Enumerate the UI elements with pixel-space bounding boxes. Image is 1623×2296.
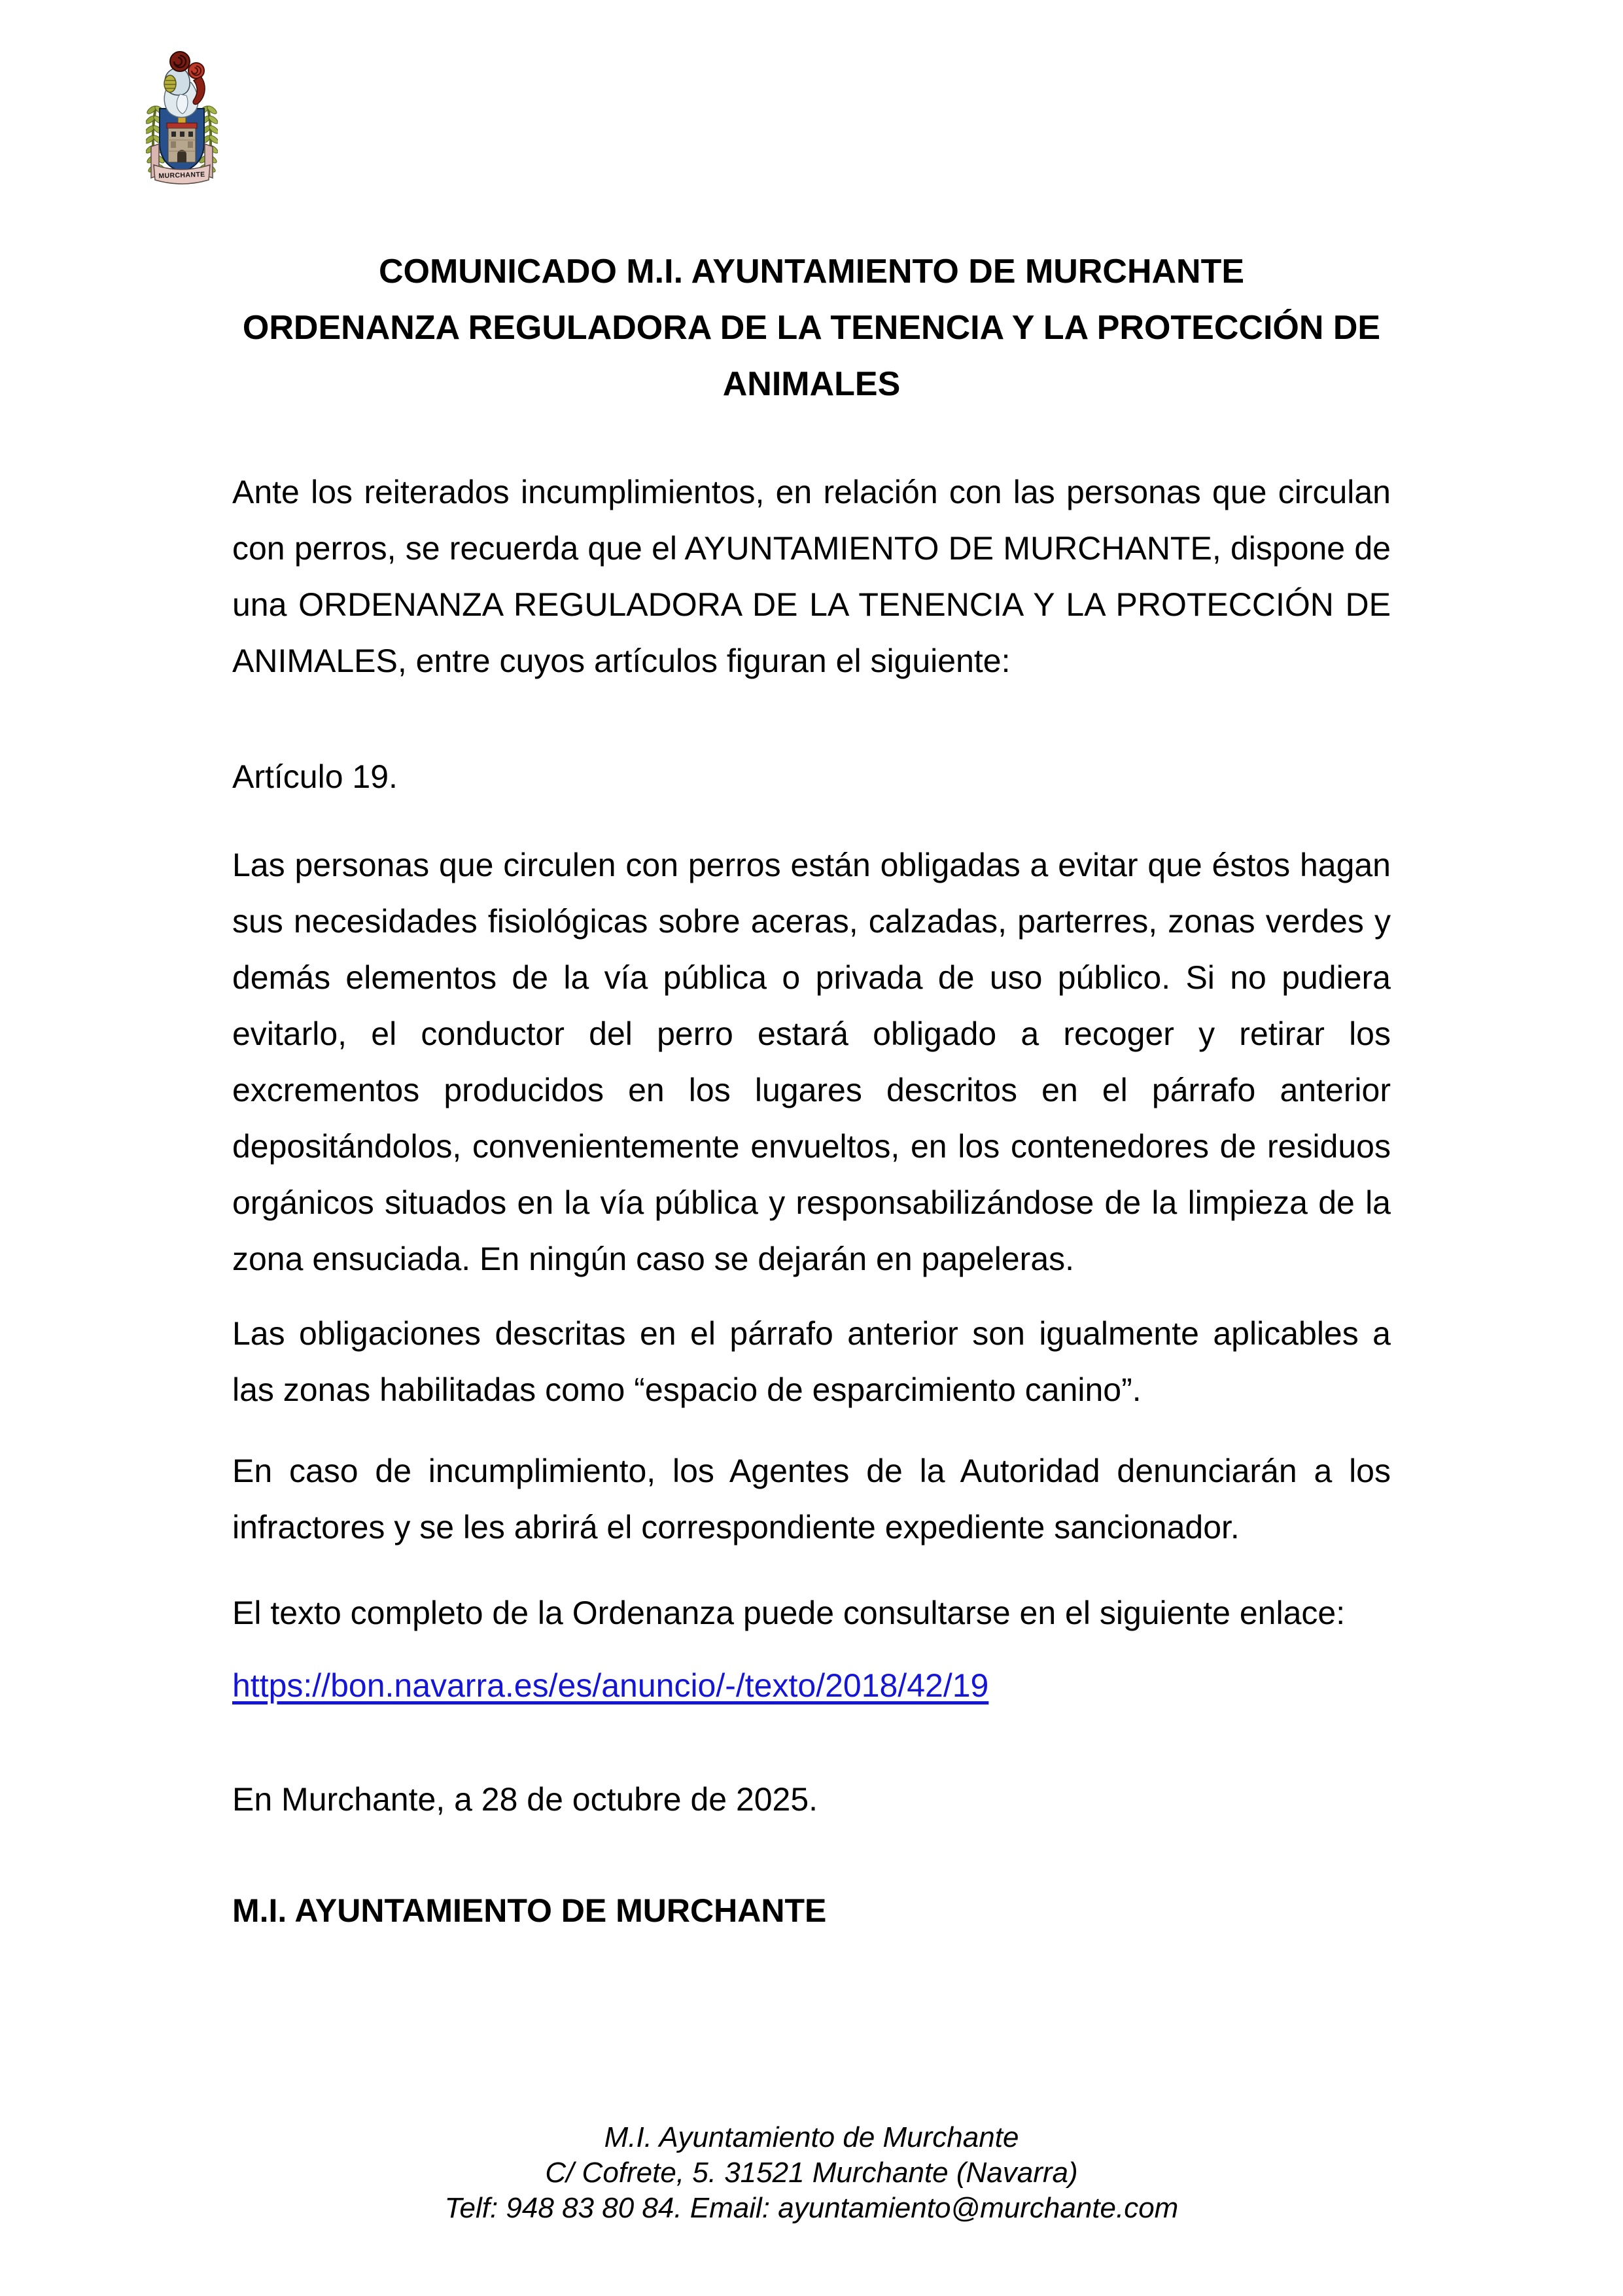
- banner-text: MURCHANTE: [158, 170, 205, 181]
- date-line: En Murchante, a 28 de octubre de 2025.: [232, 1781, 818, 1818]
- paragraph-articulo-label: Artículo 19.: [232, 758, 398, 795]
- document-title: [232, 243, 1391, 412]
- footer-contact: Telf: 948 83 80 84. Email: ayuntamiento@murchante.com: [444, 2192, 1179, 2224]
- paragraph-enlace-intro: El texto completo de la Ordenanza puede consultarse en el siguiente enlace:: [232, 1595, 1346, 1631]
- ordinance-link[interactable]: https://bon.navarra.es/es/anuncio/-/texto/2018/42/19: [232, 1667, 989, 1704]
- title-line-3: ANIMALES: [722, 365, 901, 403]
- murchante-coat-of-arms-icon: [146, 44, 218, 185]
- link-line: [232, 1657, 1391, 1714]
- title-line-2: ORDENANZA REGULADORA DE LA TENENCIA Y LA PROTECCIÓN DE: [242, 309, 1381, 347]
- shield: [160, 109, 204, 172]
- page-footer: [0, 2120, 1623, 2226]
- footer-address: C/ Cofrete, 5. 31521 Murchante (Navarra): [545, 2157, 1078, 2189]
- footer-org-name: M.I. Ayuntamiento de Murchante: [604, 2121, 1019, 2153]
- paragraph-sancion: En caso de incumplimiento, los Agentes de la Autoridad denunciarán a los infractores y se les abrirá el correspondiente expediente sancionador.: [232, 1453, 1391, 1545]
- signature-line: M.I. AYUNTAMIENTO DE MURCHANTE: [232, 1892, 827, 1929]
- paragraph-intro: Ante los reiterados incumplimientos, en relación con las personas que circulan con perros, se recuerda que el AYUNTAMIENTO DE MURCHANTE, dispone de una ORDENANZA REGULADORA DE LA TENENCIA Y LA PROTECCIÓN DE ANIMALES, entre cuyos artículos figuran el siguiente:: [232, 474, 1391, 679]
- title-line-1: COMUNICADO M.I. AYUNTAMIENTO DE MURCHANTE: [378, 253, 1245, 291]
- paragraph-articulo-19-text: Las personas que circulen con perros están obligadas a evitar que éstos hagan sus necesidades fisiológicas sobre aceras, calzadas, parterres, zonas verdes y demás elementos de la vía pública o privada de uso público. Si no pudiera evitarlo, el conductor del perro estará obligado a recoger y retirar los excrementos producidos en los lugares descritos en el párrafo anterior depositándolos, convenientemente envueltos, en los contenedores de residuos orgánicos situados en la vía pública y responsabilizándose de la limpieza de la zona ensuciada. En ningún caso se dejarán en papeleras.: [232, 847, 1391, 1277]
- paragraph-obligaciones: Las obligaciones descritas en el párrafo anterior son igualmente aplicables a las zonas habilitadas como “espacio de esparcimiento canino”.: [232, 1315, 1391, 1408]
